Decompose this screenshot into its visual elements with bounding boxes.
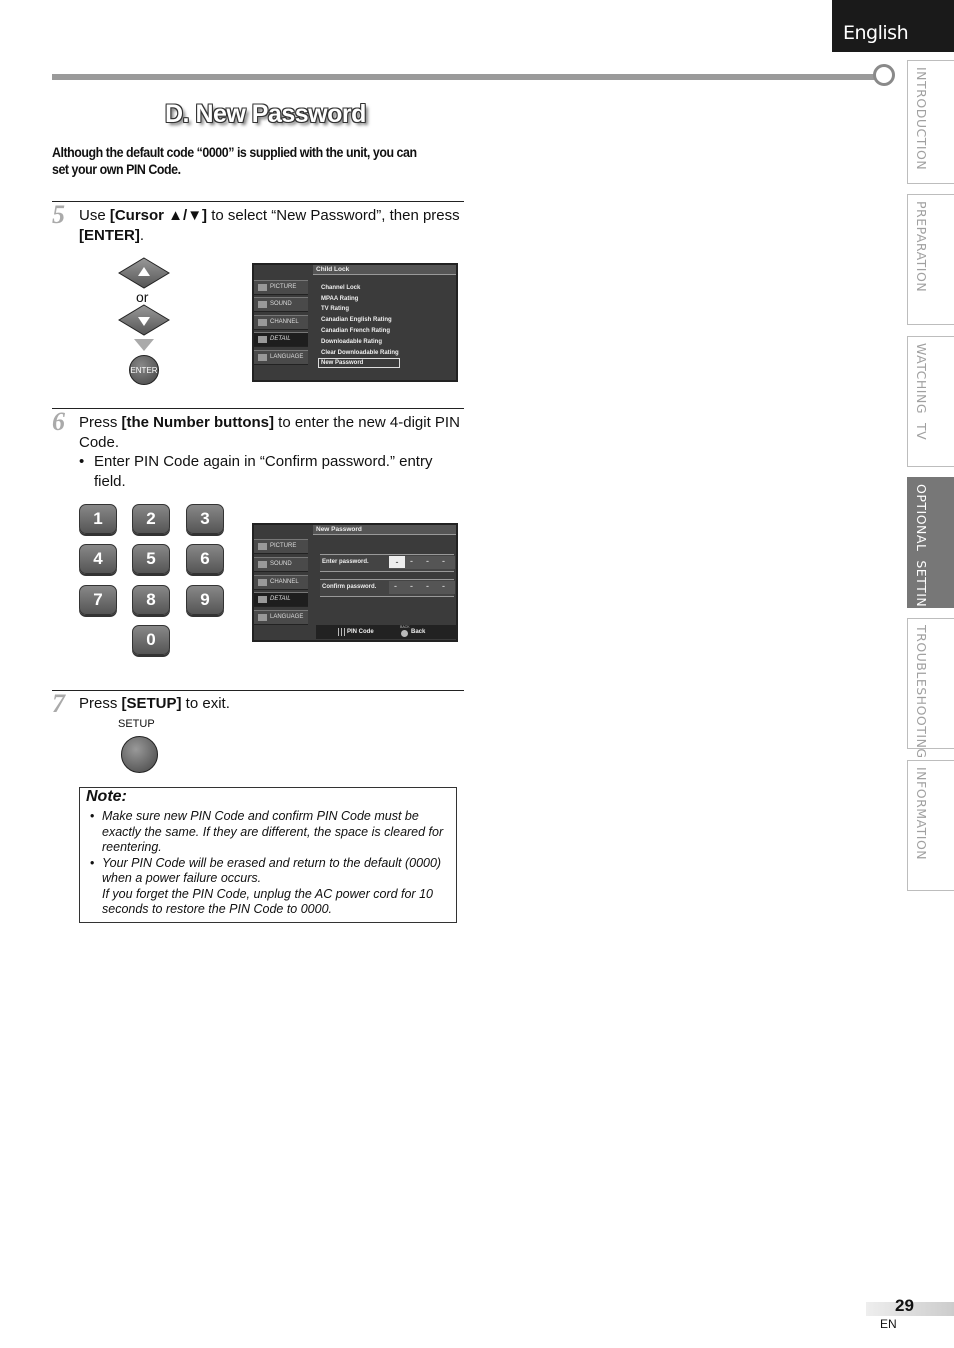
step7-number: 7 — [52, 689, 65, 718]
number-button-4[interactable]: 4 — [79, 544, 117, 574]
step6-text: Press [the Number buttons] to enter the new 4-digit PIN Code. — [79, 414, 460, 451]
note-list — [90, 809, 450, 918]
intro-text: Although the default code “0000” is supplied with the unit, you can set your own PIN Code. — [52, 145, 417, 177]
side-tab-optional-setting[interactable]: OPTIONAL SETTING — [907, 477, 954, 608]
channel-icon — [258, 319, 267, 326]
screen-new-password — [252, 523, 458, 642]
number-button-6[interactable]: 6 — [186, 544, 224, 574]
picture-icon — [258, 284, 267, 291]
screen2-footer: PIN Code BACK Back — [316, 625, 456, 639]
menu-picture: PICTURE — [254, 539, 308, 554]
number-button-9[interactable]: 9 — [186, 585, 224, 615]
screen1-item: Clear Downloadable Rating — [321, 350, 399, 356]
detail-icon — [258, 336, 267, 343]
pointer-down-icon — [134, 339, 154, 353]
channel-icon — [258, 579, 267, 586]
enter-button[interactable]: ENTER — [129, 355, 159, 385]
note-item: • Your PIN Code will be erased and return to the default (0000) when a power failure occurs. — [90, 856, 450, 887]
section-title: D. New Password — [165, 100, 366, 128]
menu-sound: SOUND — [254, 557, 308, 572]
menu-channel: CHANNEL — [254, 315, 308, 330]
page-number: 29 — [895, 1296, 914, 1315]
picture-icon — [258, 543, 267, 550]
screen-child-lock — [252, 263, 458, 382]
sound-icon — [258, 301, 267, 308]
cursor-down-button[interactable] — [118, 304, 170, 336]
number-button-8[interactable]: 8 — [132, 585, 170, 615]
note-box — [79, 787, 457, 923]
number-button-3[interactable]: 3 — [186, 504, 224, 534]
language-icon — [258, 354, 267, 361]
screen1-item-selected: New Password — [318, 358, 400, 368]
step7-text: Press [SETUP] to exit. — [79, 695, 230, 712]
cursor-up-button[interactable] — [118, 257, 170, 289]
screen1-header: Child Lock — [313, 265, 456, 275]
screen1-item: Canadian French Rating — [321, 328, 391, 334]
number-button-2[interactable]: 2 — [132, 504, 170, 534]
number-button-0[interactable]: 0 — [132, 625, 170, 655]
menu-detail: DETAIL — [254, 332, 308, 347]
menu-channel: CHANNEL — [254, 575, 308, 590]
header-rule-circle — [873, 64, 895, 86]
menu-sound: SOUND — [254, 297, 308, 312]
confirm-password-row: Confirm password. - - - - — [320, 579, 454, 597]
keypad-icon — [338, 628, 345, 636]
note-item: • Make sure new PIN Code and confirm PIN Code must be exactly the same. If they are different, the space is cleared for reentering. — [90, 809, 450, 856]
page-language: EN — [880, 1317, 897, 1331]
side-tab-troubleshooting[interactable]: TROUBLESHOOTING — [907, 618, 954, 749]
side-tab-watching-tv[interactable]: WATCHING TV — [907, 336, 954, 467]
side-tab-information[interactable]: INFORMATION — [907, 760, 954, 891]
note-title: Note: — [86, 788, 127, 805]
screen2-header: New Password — [313, 525, 456, 535]
side-tab-preparation[interactable]: PREPARATION — [907, 194, 954, 325]
detail-icon — [258, 596, 267, 603]
screen1-item: TV Rating — [321, 306, 349, 312]
menu-language: LANGUAGE — [254, 610, 308, 625]
menu-detail: DETAIL — [254, 592, 308, 607]
pin-digit-active: - — [389, 556, 405, 568]
menu-picture: PICTURE — [254, 280, 308, 295]
back-button-icon — [401, 630, 408, 637]
setup-label: SETUP — [118, 718, 155, 730]
language-icon — [258, 614, 267, 621]
screen1-item: MPAA Rating — [321, 296, 359, 302]
number-button-1[interactable]: 1 — [79, 504, 117, 534]
number-button-5[interactable]: 5 — [132, 544, 170, 574]
step6-divider — [52, 408, 464, 409]
step5-text: Use [Cursor ▲/▼] to select “New Password”, then press [ENTER]. — [79, 207, 460, 244]
setup-button[interactable] — [121, 736, 158, 773]
screen1-item: Canadian English Rating — [321, 317, 392, 323]
enter-password-row: Enter password. - - - - — [320, 554, 454, 572]
language-tab[interactable]: English — [832, 0, 954, 52]
note-extra: If you forget the PIN Code, unplug the AC power cord for 10 seconds to restore the PIN Code to 0000. — [102, 886, 433, 916]
number-button-7[interactable]: 7 — [79, 585, 117, 615]
step6-bullet: • Enter PIN Code again in “Confirm password.” entry field. — [79, 453, 433, 490]
screen1-item: Downloadable Rating — [321, 339, 383, 345]
or-label: or — [136, 289, 149, 305]
step6-number: 6 — [52, 407, 65, 436]
menu-language: LANGUAGE — [254, 350, 308, 365]
sound-icon — [258, 561, 267, 568]
step5-divider — [52, 201, 464, 202]
header-rule — [52, 74, 878, 80]
step7-divider — [52, 690, 464, 691]
screen1-item: Channel Lock — [321, 285, 361, 291]
side-tab-introduction[interactable]: INTRODUCTION — [907, 60, 954, 184]
step5-number: 5 — [52, 200, 65, 229]
